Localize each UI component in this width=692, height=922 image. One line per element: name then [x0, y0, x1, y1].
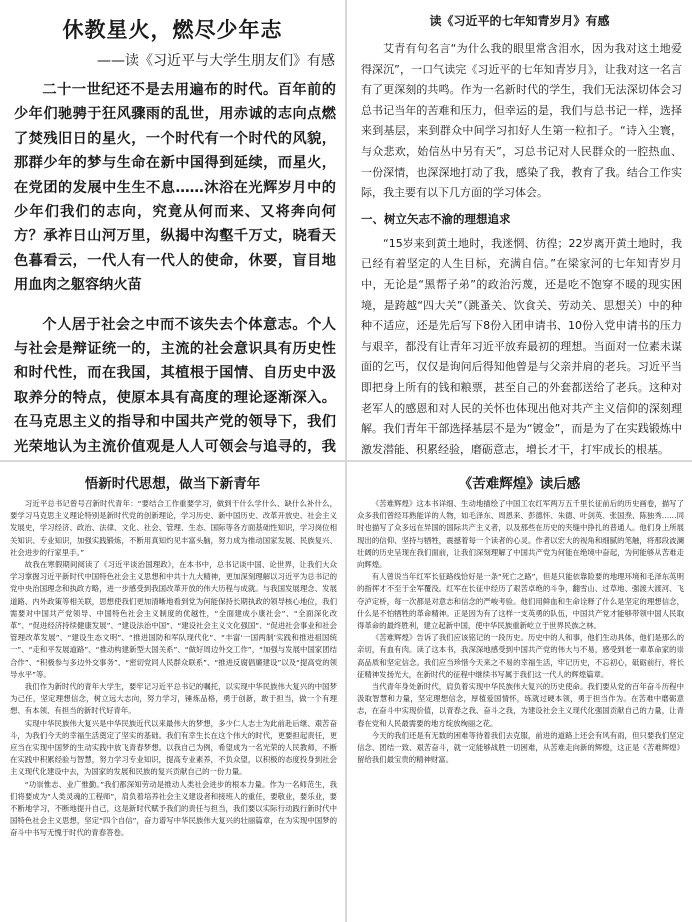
essay-panel-bottom-left: [0, 462, 345, 922]
essay-paragraph: 当代青年身处新时代，肩负着实现中华民族伟大复兴的历史使命。我们要从党的百年奋斗历程中汲取智慧和力量，坚定理想信念，厚植爱国情怀，练就过硬本领，勇于担当作为。在苦难中磨砺意志，在奋斗中实现价值，以青春之我、奋斗之我，为建设社会主义现代化强国贡献自己的力量，让青春在党和人民最需要的地方绽放绚丽之花。: [357, 682, 684, 728]
essay-paragraph: 《苦难辉煌》这本书详细、生动地描绘了中国工农红军两万五千里长征前后的历史画卷，描写了众多我们曾经耳熟能详的人物，如毛泽东、周恩来、彭德怀、朱德、叶剑英、张国焘、陈独秀……同时也描写了众多远在异国的国际共产主义者，以及那些在历史的夹缝中挣扎的普通人。他们身上所展现出的信仰、坚持与牺牲，震撼着每一个读者的心灵。作者以宏大的视角和细腻的笔触，将那段波澜壮阔的历史呈现在我们面前，让我们深刻理解了中国共产党为何能在绝境中奋起，为何能够从苦难走向辉煌。: [357, 499, 684, 570]
essay-title: 悟新时代思想，做当下新青年: [84, 476, 261, 492]
essay-paragraph: 故我在寒假期间阅读了《习近平谈治国理政》，在本书中，总书记谈中国、论世界，让我们大众学习掌握习近平新时代中国特色社会主义思想和中共十九大精神，更加深刻理解以习近平为总书记的党中央治国理念和执政方略，进一步感受到我国改革开放的伟大历程与成就。与我国发展理念、发展道路、内外政策等相关联，思想使我们更加清晰地看到党为何能保持长期执政的领导核心地位，我们需要对中国共产党领导、中国特色社会主义制度的优越性，“全面建成小康社会”、“全面深化改革”、“促进经济持续健康发展”、“建设法治中国”、“建设社会主义文化强国”、“促进社会事业和社会管理改革发展”、“建设生态文明”、“推进国防和军队现代化”、“丰富‘一国两制’实践和推进祖国统一”、“走和平发展道路”、“推动构建新型大国关系”、“做好周边外交工作”，“加强与发展中国家团结合作”、“积极参与多边外交事务”、“密切党同人民群众联系”、“推进反腐倡廉建设”以及“提高党的领导水平”等。: [10, 560, 337, 679]
essay-subtitle: ——读《习近平与大学生朋友们》有感: [97, 53, 335, 69]
essay-paragraph: 习近平总书记曾号召新时代青年：“要结合工作重要学习，做到干什么学什么、缺什么补什么，要学习马克思主义理论特别是新时代党的创新理论，学习历史、新中国历史、改革开放史、社会主义发展史，学习经济、政治、法律、文化、社会、管理、生态、国际等各方面基础性知识，学习岗位相关知识、专业知识，加强实践锻炼，不断用真知灼见丰富头脑，努力成为推动国家发展、民族复兴、社会进步的行家里手。”: [10, 499, 337, 557]
essay-title: 《苦难辉煌》读后感: [458, 476, 581, 492]
section-heading: 一、树立矢志不渝的理想追求: [361, 211, 511, 226]
essay-paragraph: 二十一世纪还不是去用遍布的时代。百年前的少年们驰骋于狂风骤雨的乱世，用赤诚的志向点燃了焚残旧日的星火，一个时代有一个时代的风貌，那群少年的梦与生命在新中国得到延续，而星火，在党团的发展中生生不息……沐浴在光辉岁月中的少年们我们的志向，究竟从何而来、又将奔向何方？承祚日山河万里，纵揭中沟壑千万丈，晓看天色暮看云，一代人有一代人的使命，休要，盲目地用血肉之躯容纳火苗: [14, 82, 336, 294]
essay-panel-top-right: [347, 0, 692, 460]
essay-paragraph: 今天的我们还是有无数的困难等待着我们去克服，前进的道路上还会有风有雨，但只要我们坚定信念、团结一致、艰苦奋斗，就一定能够战胜一切困难，从苦难走向新的辉煌，这正是《苦难辉煌》留给我们最宝贵的精神财富。: [357, 730, 684, 765]
essay-paragraph: 《苦难辉煌》告诉了我们应该铭记的一段历史。历史中的人和事，他们生动具体，他们是那么的亲切，有血有肉。读了这本书，我深深地感受到中国共产党的伟大与不易，感受到老一辈革命家的崇高品质和坚定信念。我们应当珍惜今天来之不易的幸福生活，牢记历史，不忘初心，砥砺前行，将长征精神发扬光大，在新时代的征程中继续书写属于我们这一代人的辉煌篇章。: [357, 633, 684, 679]
essay-panel-bottom-right: [347, 462, 692, 922]
essay-title: 休教星火，燃尽少年志: [62, 18, 283, 42]
essay-paragraph: 艾青有句名言“为什么我的眼里常含泪水，因为我对这土地爱得深沉”，一口气读完《习近平的七年知青岁月》，让我对这一名言有了更深刻的共鸣。作为一名新时代的学生，我们无法深切体会习总书记当年的苦难和压力，但幸运的是，我们与总书记一样，选择来到基层，来到群众中间学习扣好人生第一粒扣子。“诗入尘寰，与众悲欢，始信丛中另有天”，习总书记对人民群众的一腔热血、一份深情，也深深地打动了我，感染了我，教育了我。结合工作实际，我主要有以下几方面的学习体会。: [361, 42, 682, 200]
essay-paragraph: 我们作为新时代的青年大学生，要牢记习近平总书记的嘱托，以实现中华民族伟大复兴的中国梦为己任，坚定理想信念，树立远大志向，努力学习，锤炼品格，勇于创新，敢于担当，做一个有理想、有本领、有担当的新时代好青年。: [10, 682, 337, 716]
essay-title: 读《习近平的七年知青岁月》有感: [429, 14, 610, 28]
essay-paragraph: 实现中华民族伟大复兴是中华民族近代以来最伟大的梦想，多少仁人志士为此前赴后继、艰苦奋斗，为我们今天的幸福生活奠定了坚实的基础。我们有幸生长在这个伟大的时代，更要担起责任，更应当在实现中国梦的生动实践中放飞青春梦想。以我自己为例，希望成为一名光荣的人民教师，不断在实践中积累经验与智慧，努力学习专业知识，提高专业素养，不负众望，以积极的态度投身到社会主义现代化建设中去，为国家的发展和民族的复兴贡献自己的一份力量。: [10, 718, 337, 777]
essay-paragraph: 有人曾说当年红军长征路线恰好是一条“死亡之路”，但是只能依靠险要的地理环境和毛泽东英明的指挥才不至于全军覆没。红军在长征中经历了艰苦卓绝的斗争，翻雪山、过草地、强渡大渡河、飞夺泸定桥，每一次都是对意志和信念的严峻考验。他们用鲜血和生命诠释了什么是坚定的理想信念，什么是不怕牺牲的革命精神。正是因为有了这样一支英勇的队伍，中国共产党才能够带领中国人民取得革命的最终胜利，建立起新中国，使中华民族重新屹立于世界民族之林。: [357, 572, 684, 631]
essay-paragraph: “15岁来到黄土地时，我迷惘、彷徨；22岁离开黄土地时，我已经有着坚定的人生目标，充满自信。”在梁家河的七年知青岁月中，无论是“黑帮子弟”的政治污蔑，还是吃不饱穿不暖的现实困境，是跨越“四大关”（跳蚤关、饮食关、劳动关、思想关）中的种种不适应，还是先后写下8份入团申请书、10份入党申请书的压力与艰辛，都没有让青年习近平放弃最初的理想。当面对一位素未谋面的乞丐，仅仅是询问后得知他曾是与父亲并肩的老兵。习近平当即把身上所有的钱和粮票，甚至自己的外套都送给了老兵。这种对老军人的感恩和对人民的关怀也体现出他对共产主义信仰的深刻理解。我们青年干部选择基层不是为“镀金”，而是为了在实践锻炼中激发潜能、积累经验，磨砺意志，增长才干，打牢成长的根基。: [361, 236, 682, 456]
essay-panel-top-left: [0, 0, 345, 460]
essay-paragraph: “功崇惟志、业广惟勤。”我们都深知劳动是推动人类社会进步的根本力量。作为一名师范生，我们将要成为“人类灵魂的工程师”，肩负着培养社会主义建设者和接班人的重任，要敬业，要乐业，要不断地学习，不断地提升自己，这是新时代赋予我们的责任与担当，我们要以实际行动践行新时代中国特色社会主义思想，坚定“四个自信”，奋力谱写中华民族伟大复兴的壮丽篇章，在为实现中国梦的奋斗中书写无愧于时代的青春答卷。: [10, 779, 337, 838]
essay-paragraph: 个人居于社会之中而不该失去个体意志。个人与社会是辩证统一的，主流的社会意识具有历史性和时代性，而在我国，其植根于国情、自历史中汲取养分的特点，使原本具有高度的理论逐渐深入。在马克思主义的指导和中国共产党的领导下，我们光荣地认为主流价值观是人人可领会与追寻的，我: [14, 316, 336, 455]
